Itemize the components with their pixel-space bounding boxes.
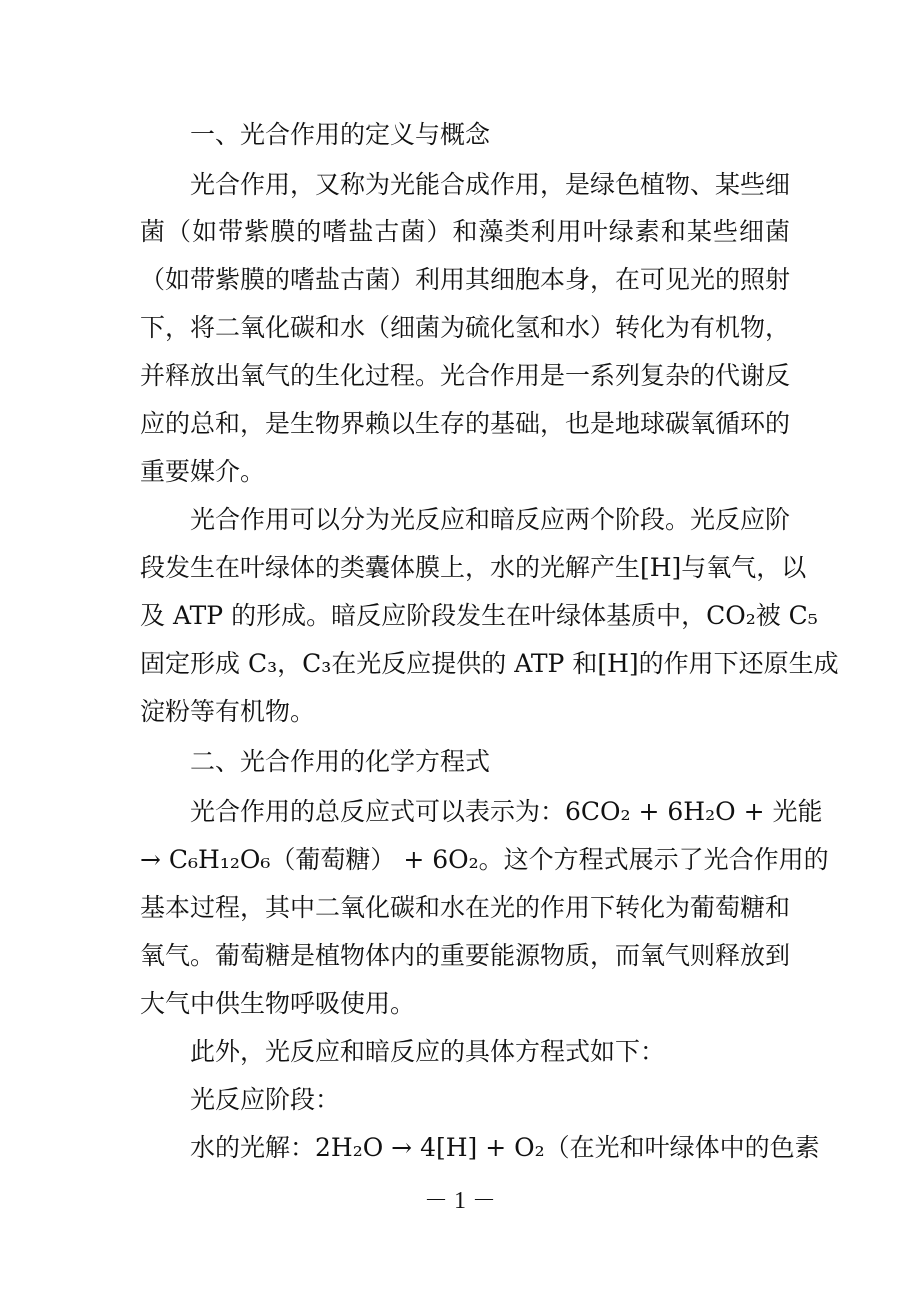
text-line: 光合作用的总反应式可以表示为：6CO₂ + 6H₂O + 光能 [190,797,823,826]
text-line: （如带紫膜的嗜盐古菌）利用其细胞本身，在可见光的照射 [140,265,791,294]
text-line: 氧气。葡萄糖是植物体内的重要能源物质，而氧气则释放到 [140,941,791,970]
text-line: → C₆H₁₂O₆（葡萄糖） + 6O₂。这个方程式展示了光合作用的 [140,845,829,874]
text-line: 淀粉等有机物。 [140,697,316,726]
text-line: 应的总和，是生物界赖以生存的基础，也是地球碳氧循环的 [140,409,791,438]
text-line: 此外，光反应和暗反应的具体方程式如下： [190,1037,666,1066]
text-line: 二、光合作用的化学方程式 [190,747,491,776]
text-line: 并释放出氧气的生化过程。光合作用是一系列复杂的代谢反 [140,361,791,390]
text-line: 及 ATP 的形成。暗反应阶段发生在叶绿体基质中，CO₂被 C₅ [140,601,818,630]
text-line: 一、光合作用的定义与概念 [190,120,491,149]
text-line: 基本过程，其中二氧化碳和水在光的作用下转化为葡萄糖和 [140,893,791,922]
page-number: － 1 － [424,1188,496,1214]
text-line: 固定形成 C₃，C₃在光反应提供的 ATP 和[H]的作用下还原生成 [140,649,839,678]
text-line: 下，将二氧化碳和水（细菌为硫化氢和水）转化为有机物， [140,313,791,342]
text-line: 段发生在叶绿体的类囊体膜上，水的光解产生[H]与氧气，以 [140,553,807,582]
text-line: 大气中供生物呼吸使用。 [140,989,416,1018]
text-line: 光合作用，又称为光能合成作用，是绿色植物、某些细 [190,170,791,199]
text-line: 光合作用可以分为光反应和暗反应两个阶段。光反应阶 [190,505,791,534]
text-line: 水的光解：2H₂O → 4[H] + O₂（在光和叶绿体中的色素 [190,1133,820,1162]
text-line: 光反应阶段： [190,1085,341,1114]
text-line: 重要媒介。 [140,457,266,486]
text-line: 菌（如带紫膜的嗜盐古菌）和藻类利用叶绿素和某些细菌 [140,217,790,246]
